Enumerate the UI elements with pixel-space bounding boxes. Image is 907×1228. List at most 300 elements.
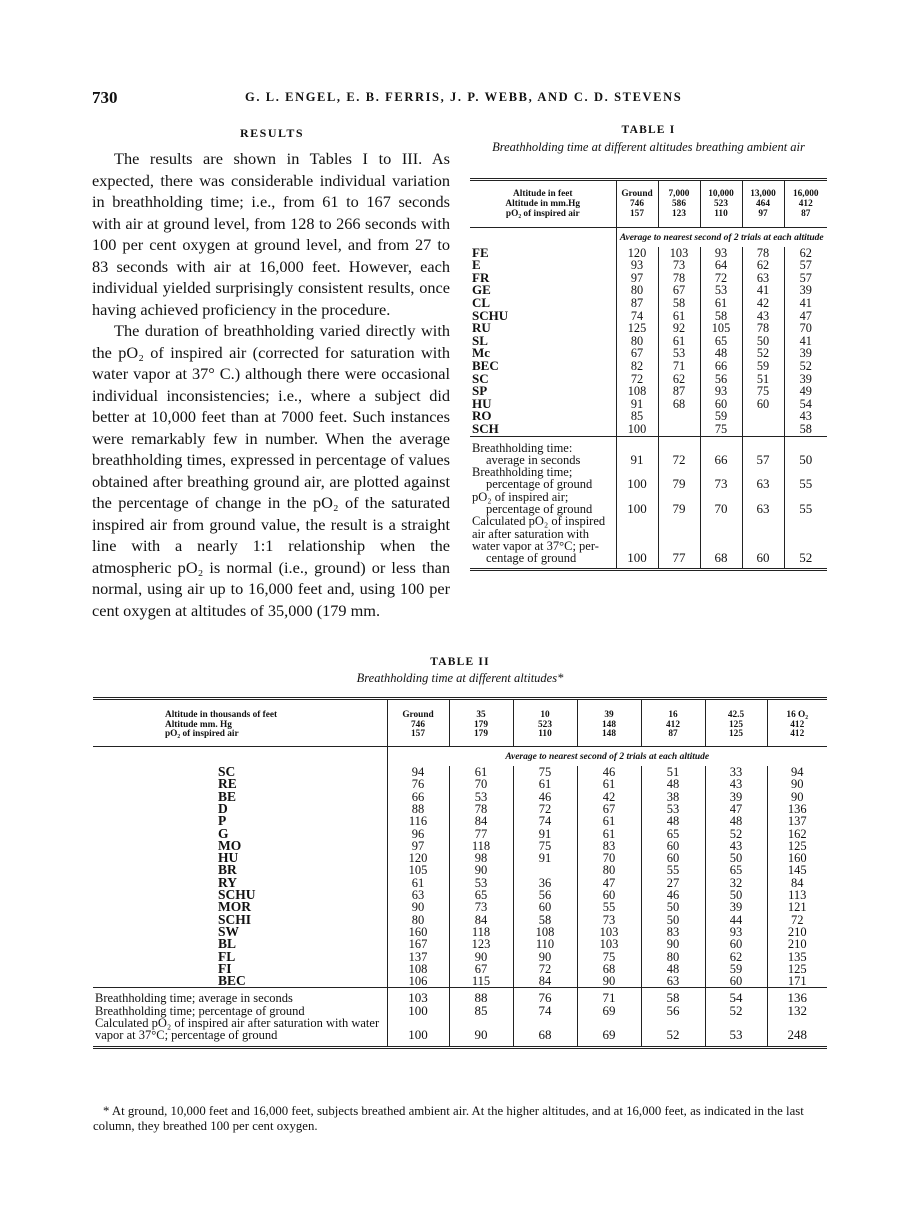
summary-value: 100 <box>616 515 658 570</box>
table-row <box>470 398 827 411</box>
column-header-po2: 87 <box>668 729 678 740</box>
column-header-mmhg: 746 <box>411 719 425 730</box>
cell-value: 65 <box>449 889 513 901</box>
cell-value: 76 <box>387 778 449 790</box>
subject-name: GE <box>472 282 491 298</box>
cell-value: 66 <box>387 791 449 803</box>
subject-name: BR <box>218 862 237 878</box>
cell-value: 90 <box>513 951 577 963</box>
cell-value: 61 <box>513 778 577 790</box>
summary-label-line: percentage of ground <box>486 501 593 516</box>
summary-value: 248 <box>767 1017 827 1047</box>
cell-value: 47 <box>705 803 767 815</box>
summary-label-line: Breathholding time; <box>472 465 573 480</box>
summary-label-line: Breathholding time: <box>472 440 573 455</box>
cell-value: 90 <box>577 975 641 988</box>
cell-value: 80 <box>577 864 641 876</box>
cell-value: 90 <box>641 938 705 950</box>
summary-value: 63 <box>742 466 784 491</box>
summary-value: 100 <box>387 1017 449 1047</box>
subject-name: FI <box>218 960 232 976</box>
cell-value: 72 <box>767 914 827 926</box>
column-header <box>387 699 449 747</box>
summary-value: 100 <box>387 1005 449 1017</box>
cell-value: 63 <box>742 272 784 285</box>
cell-value: 84 <box>767 877 827 889</box>
table-row <box>470 272 827 285</box>
cell-value: 78 <box>742 247 784 260</box>
table-row <box>93 778 827 790</box>
cell-value: 121 <box>767 901 827 913</box>
cell-value: 59 <box>705 963 767 975</box>
cell-value: 48 <box>641 963 705 975</box>
cell-value: 72 <box>700 272 742 285</box>
cell-value: 65 <box>705 864 767 876</box>
table-row <box>470 360 827 373</box>
summary-row <box>470 515 827 570</box>
table-row <box>93 840 827 852</box>
table-row <box>470 322 827 335</box>
cell-value: 75 <box>513 840 577 852</box>
summary-value: 68 <box>700 515 742 570</box>
cell-value: 67 <box>449 963 513 975</box>
summary-label-line: average in seconds <box>486 452 581 467</box>
cell-value: 65 <box>641 828 705 840</box>
cell-value: 53 <box>658 347 700 360</box>
cell-value: 116 <box>387 815 449 827</box>
cell-value: 54 <box>784 398 827 411</box>
cell-value: 87 <box>616 297 658 310</box>
cell-value: 43 <box>742 310 784 323</box>
cell-value: 36 <box>513 877 577 889</box>
cell-value: 43 <box>705 778 767 790</box>
cell-value: 59 <box>742 360 784 373</box>
summary-row <box>93 988 827 1005</box>
cell-value: 61 <box>658 335 700 348</box>
cell-value: 51 <box>641 766 705 778</box>
column-header-feet: 16 <box>668 710 678 720</box>
cell-value: 93 <box>616 259 658 272</box>
column-header-po2: 179 <box>474 729 488 740</box>
table-row <box>93 803 827 815</box>
summary-label <box>470 491 616 516</box>
cell-value: 83 <box>577 840 641 852</box>
cell-value: 33 <box>705 766 767 778</box>
subheader-spacer <box>470 228 616 247</box>
footnote: * At ground, 10,000 feet and 16,000 feet, subjects breathed ambient air. At the higher altitudes, and at 16,000 feet, as indicated in the last column, they breathed 100 per cent oxygen. <box>93 1104 804 1133</box>
column-header-feet: 16 O₂ <box>786 710 809 720</box>
table-row <box>470 297 827 310</box>
cell-value: 48 <box>700 347 742 360</box>
subject-name: SCHU <box>218 887 256 903</box>
summary-value: 56 <box>641 1005 705 1017</box>
cell-value: 77 <box>449 828 513 840</box>
cell-value: 105 <box>387 864 449 876</box>
cell-value: 56 <box>513 889 577 901</box>
cell-value: 137 <box>767 815 827 827</box>
summary-label-line: Calculated pO₂ of inspired air after saturation with water vapor at 37°C; per- <box>472 514 606 553</box>
column-header <box>616 180 658 228</box>
cell-value: 61 <box>577 828 641 840</box>
column-header-po2: 125 <box>729 729 743 740</box>
cell-value: 78 <box>742 322 784 335</box>
cell-value: 62 <box>742 259 784 272</box>
column-header-po2: 87 <box>801 209 811 219</box>
cell-value: 80 <box>387 914 449 926</box>
summary-value: 69 <box>577 1017 641 1047</box>
summary-value: 71 <box>577 988 641 1005</box>
cell-value: 84 <box>513 975 577 988</box>
summary-value: 79 <box>658 491 700 516</box>
cell-value: 100 <box>616 423 658 436</box>
page-number: 730 <box>92 88 118 107</box>
table-row <box>93 852 827 864</box>
subject-name: SW <box>218 923 240 939</box>
header-label: Altitude in mm.Hg <box>505 199 581 209</box>
summary-value: 85 <box>449 1005 513 1017</box>
cell-value: 39 <box>705 791 767 803</box>
cell-value: 90 <box>767 791 827 803</box>
column-header-po2: 157 <box>411 729 425 740</box>
summary-value: 88 <box>449 988 513 1005</box>
column-header-mmhg: 148 <box>602 719 616 730</box>
subject-name: Mc <box>472 345 491 361</box>
cell-value: 68 <box>658 398 700 411</box>
cell-value: 94 <box>767 766 827 778</box>
subject-name: CL <box>472 294 491 310</box>
summary-value: 74 <box>513 1005 577 1017</box>
cell-value: 60 <box>742 398 784 411</box>
subheader-spacer <box>93 746 387 766</box>
summary-value: 57 <box>742 436 784 466</box>
cell-value: 49 <box>784 385 827 398</box>
summary-value: 79 <box>658 466 700 491</box>
cell-value: 70 <box>449 778 513 790</box>
subject-name: FR <box>472 269 490 285</box>
cell-value: 85 <box>616 410 658 423</box>
column-header-po2: 110 <box>538 729 552 740</box>
cell-value: 43 <box>705 840 767 852</box>
cell-value: 63 <box>641 975 705 988</box>
subject-name: SC <box>472 370 489 386</box>
subject-name: RY <box>218 874 238 890</box>
cell-value: 92 <box>658 322 700 335</box>
subject-name: RU <box>472 320 491 336</box>
column-header-mmhg: 746 <box>630 199 644 209</box>
subject-name: BE <box>218 788 237 804</box>
subject-name: BL <box>218 936 237 952</box>
column-header-mmhg: 412 <box>666 719 680 730</box>
cell-value: 39 <box>784 284 827 297</box>
subject-name: HU <box>472 395 492 411</box>
cell-value: 137 <box>387 951 449 963</box>
cell-value: 162 <box>767 828 827 840</box>
cell-value: 93 <box>705 926 767 938</box>
column-header-mmhg: 464 <box>756 199 770 209</box>
summary-value: 103 <box>387 988 449 1005</box>
cell-value: 84 <box>449 914 513 926</box>
table-row <box>93 828 827 840</box>
table-row <box>470 373 827 386</box>
column-header-feet: 10,000 <box>708 189 734 199</box>
header-label: Altitude in thousands of feet <box>165 710 278 720</box>
cell-value: 98 <box>449 852 513 864</box>
cell-value: 48 <box>641 815 705 827</box>
column-header <box>742 180 784 228</box>
summary-value: 90 <box>449 1017 513 1047</box>
cell-value: 75 <box>513 766 577 778</box>
column-header <box>513 699 577 747</box>
summary-row <box>470 466 827 491</box>
cell-value: 74 <box>513 815 577 827</box>
cell-value: 91 <box>616 398 658 411</box>
summary-label: Breathholding time; percentage of ground <box>95 1003 305 1018</box>
header-label: Altitude mm. Hg <box>165 719 232 730</box>
summary-value: 100 <box>616 491 658 516</box>
cell-value: 39 <box>784 373 827 386</box>
summary-row <box>93 1017 827 1047</box>
summary-value: 69 <box>577 1005 641 1017</box>
cell-value: 88 <box>387 803 449 815</box>
subject-name: BEC <box>218 973 246 989</box>
cell-value: 96 <box>387 828 449 840</box>
cell-value: 103 <box>658 247 700 260</box>
cell-value: 71 <box>658 360 700 373</box>
cell-value: 67 <box>658 284 700 297</box>
cell-value: 58 <box>700 310 742 323</box>
cell-value: 72 <box>616 373 658 386</box>
cell-value: 27 <box>641 877 705 889</box>
cell-value: 115 <box>449 975 513 988</box>
cell-value: 90 <box>449 864 513 876</box>
cell-value: 41 <box>784 297 827 310</box>
cell-value: 32 <box>705 877 767 889</box>
cell-value: 167 <box>387 938 449 950</box>
subject-name: FE <box>472 244 489 260</box>
cell-value: 106 <box>387 975 449 988</box>
table-row <box>93 766 827 778</box>
cell-value: 135 <box>767 951 827 963</box>
cell-value: 53 <box>449 791 513 803</box>
subheader: Average to nearest second of 2 trials at each altitude <box>616 228 827 247</box>
cell-value: 73 <box>449 901 513 913</box>
cell-value: 38 <box>641 791 705 803</box>
cell-value: 75 <box>577 951 641 963</box>
cell-value: 108 <box>616 385 658 398</box>
cell-value: 90 <box>449 951 513 963</box>
cell-value: 60 <box>641 852 705 864</box>
cell-value: 210 <box>767 926 827 938</box>
cell-value: 55 <box>641 864 705 876</box>
cell-value: 50 <box>641 914 705 926</box>
summary-value: 136 <box>767 988 827 1005</box>
cell-value: 48 <box>641 778 705 790</box>
summary-value: 68 <box>513 1017 577 1047</box>
header-label: Altitude in feet <box>513 189 573 199</box>
cell-value: 87 <box>658 385 700 398</box>
cell-value: 72 <box>513 963 577 975</box>
cell-value: 51 <box>742 373 784 386</box>
subject-name: HU <box>218 850 239 866</box>
cell-value: 75 <box>700 423 742 436</box>
cell-value: 108 <box>387 963 449 975</box>
header-labels <box>470 180 616 228</box>
cell-value: 60 <box>513 901 577 913</box>
table-row <box>93 938 827 950</box>
cell-value: 42 <box>577 791 641 803</box>
table2 <box>93 697 827 1049</box>
table-row <box>93 901 827 913</box>
cell-value: 90 <box>387 901 449 913</box>
table-row <box>470 385 827 398</box>
cell-value: 46 <box>577 766 641 778</box>
column-header-feet: 42.5 <box>727 710 745 720</box>
summary-label <box>470 436 616 466</box>
cell-value: 125 <box>616 322 658 335</box>
section-heading: RESULTS <box>240 126 305 140</box>
cell-value: 52 <box>705 828 767 840</box>
cell-value: 53 <box>700 284 742 297</box>
cell-value: 58 <box>513 914 577 926</box>
table-row <box>470 259 827 272</box>
summary-label-line: pO₂ of inspired air; <box>472 489 569 504</box>
cell-value: 56 <box>700 373 742 386</box>
column-header <box>658 180 700 228</box>
table-row <box>470 310 827 323</box>
cell-value: 57 <box>784 272 827 285</box>
column-header-po2: 110 <box>714 209 728 219</box>
cell-value: 80 <box>641 951 705 963</box>
cell-value: 48 <box>705 815 767 827</box>
body-text <box>92 148 450 621</box>
cell-value: 62 <box>658 373 700 386</box>
cell-value <box>658 423 700 436</box>
subject-name: BEC <box>472 357 499 373</box>
column-header-feet: 39 <box>604 710 614 720</box>
summary-value: 132 <box>767 1005 827 1017</box>
cell-value: 73 <box>658 259 700 272</box>
cell-value: 120 <box>616 247 658 260</box>
cell-value: 62 <box>705 951 767 963</box>
cell-value <box>513 864 577 876</box>
column-header-mmhg: 523 <box>714 199 728 209</box>
summary-row <box>470 436 827 466</box>
table-row <box>470 410 827 423</box>
header-label: pO₂ of inspired air <box>165 729 239 740</box>
cell-value: 66 <box>700 360 742 373</box>
paragraph: The results are shown in Tables I to III. As expected, there was considerable individual variation in breathholding time; i.e., from 61 to 167 seconds with air at ground level, from 128 to 266 seconds with 100 per cent oxygen at ground level, and from 27 to 83 seconds with air at 16,000 feet. However, each individual yielded surprisingly consistent results, once having achieved proficiency in the procedure. <box>92 149 450 319</box>
subject-name: SL <box>472 332 488 348</box>
subject-name: SC <box>218 764 236 780</box>
subject-name: RO <box>472 408 492 424</box>
subheader-row <box>470 228 827 247</box>
cell-value: 123 <box>449 938 513 950</box>
cell-value: 145 <box>767 864 827 876</box>
cell-value: 70 <box>577 852 641 864</box>
subject-name: SCHU <box>472 307 509 323</box>
cell-value: 50 <box>705 852 767 864</box>
cell-value <box>742 410 784 423</box>
cell-value: 118 <box>449 840 513 852</box>
cell-value: 118 <box>449 926 513 938</box>
column-header <box>577 699 641 747</box>
cell-value: 136 <box>767 803 827 815</box>
column-header-po2: 97 <box>758 209 768 219</box>
summary-value: 54 <box>705 988 767 1005</box>
cell-value: 97 <box>616 272 658 285</box>
cell-value <box>658 410 700 423</box>
cell-value: 93 <box>700 385 742 398</box>
column-header-po2: 148 <box>602 729 616 740</box>
cell-value: 78 <box>658 272 700 285</box>
cell-value: 61 <box>700 297 742 310</box>
table-row <box>93 815 827 827</box>
summary-value: 76 <box>513 988 577 1005</box>
table-row <box>93 864 827 876</box>
header-label: pO₂ of inspired air <box>505 209 580 219</box>
cell-value: 67 <box>577 803 641 815</box>
summary-value: 70 <box>700 491 742 516</box>
running-head: G. L. ENGEL, E. B. FERRIS, J. P. WEBB, AND C. D. STEVENS <box>245 90 683 104</box>
cell-value: 39 <box>784 347 827 360</box>
table2-label: TABLE II <box>430 656 490 668</box>
cell-value: 57 <box>784 259 827 272</box>
summary-label: Breathholding time; average in seconds <box>93 988 387 1005</box>
cell-value: 60 <box>641 840 705 852</box>
cell-value: 75 <box>742 385 784 398</box>
column-header-mmhg: 125 <box>729 719 743 730</box>
subject-name: SCH <box>472 420 499 436</box>
cell-value: 73 <box>577 914 641 926</box>
column-header-mmhg: 412 <box>798 199 813 209</box>
cell-value: 78 <box>449 803 513 815</box>
table-row <box>470 335 827 348</box>
column-header-mmhg: 586 <box>672 199 686 209</box>
cell-value: 60 <box>705 938 767 950</box>
table-row <box>470 247 827 260</box>
column-header-feet: 13,000 <box>750 189 776 199</box>
table1-label: TABLE I <box>621 124 676 136</box>
cell-value: 61 <box>577 778 641 790</box>
subject-name: P <box>218 813 227 829</box>
cell-value: 125 <box>767 840 827 852</box>
cell-value: 125 <box>767 963 827 975</box>
table-row <box>93 791 827 803</box>
subheader: Average to nearest second of 2 trials at each altitude <box>387 746 827 766</box>
table-row <box>470 423 827 436</box>
summary-label-line: percentage of ground <box>486 477 593 492</box>
cell-value: 90 <box>767 778 827 790</box>
cell-value: 84 <box>449 815 513 827</box>
cell-value: 105 <box>700 322 742 335</box>
column-header <box>767 699 827 747</box>
subject-name: D <box>218 800 228 816</box>
cell-value: 50 <box>742 335 784 348</box>
table2-caption: Breathholding time at different altitudes* <box>356 671 564 685</box>
table-row <box>93 963 827 975</box>
cell-value: 41 <box>742 284 784 297</box>
cell-value: 53 <box>449 877 513 889</box>
subject-name: E <box>472 257 481 273</box>
cell-value: 65 <box>700 335 742 348</box>
cell-value: 110 <box>513 938 577 950</box>
table-row <box>470 284 827 297</box>
column-header-po2: 157 <box>630 209 644 219</box>
summary-value: 72 <box>658 436 700 466</box>
cell-value: 120 <box>387 852 449 864</box>
summary-value: 53 <box>705 1017 767 1047</box>
table-row <box>470 347 827 360</box>
